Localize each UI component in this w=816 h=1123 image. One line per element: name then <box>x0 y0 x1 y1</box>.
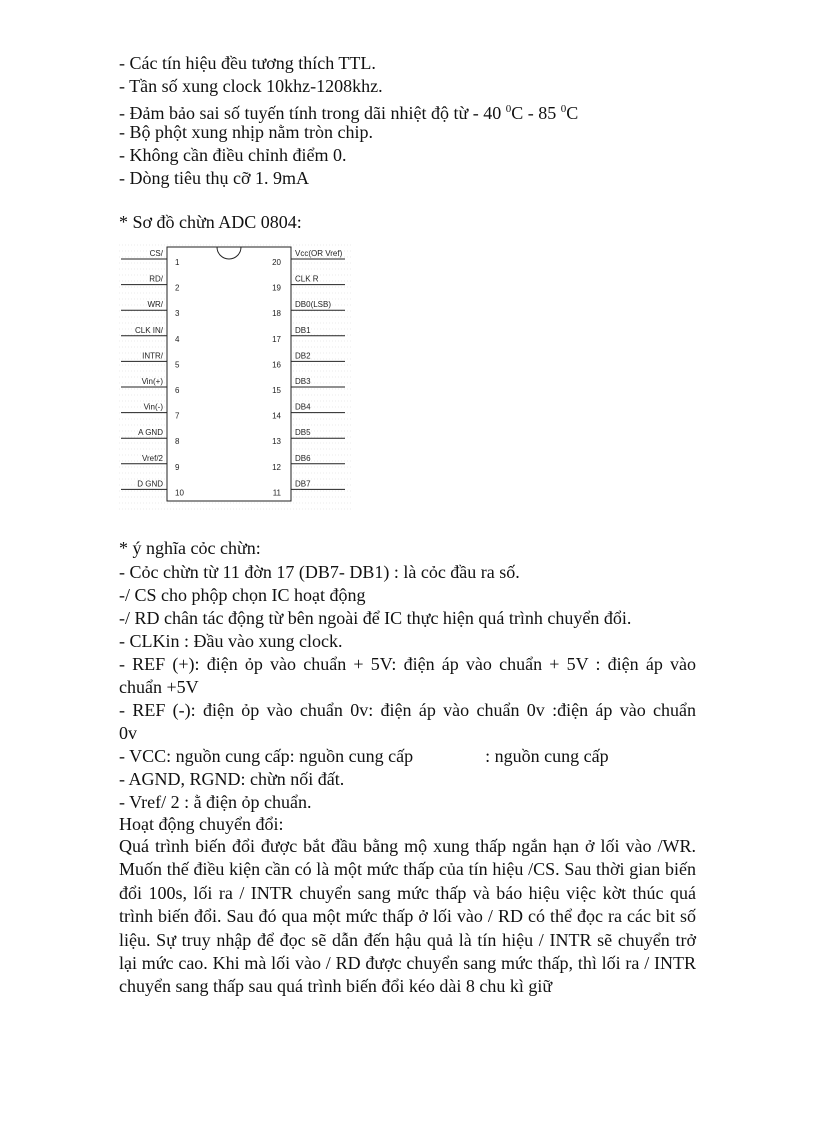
left-pin-number: 5 <box>175 360 180 370</box>
right-pin-number: 20 <box>272 258 281 267</box>
left-pin-label: CS/ <box>149 249 163 258</box>
meaning-vref2: - Vref/ 2 : ằ điện ỏp chuẩn. <box>119 792 312 812</box>
right-pin-number: 18 <box>272 309 281 319</box>
left-pin-label: Vin(+) <box>141 377 163 386</box>
left-pin-label: WR/ <box>147 300 163 310</box>
left-pin-number: 3 <box>175 309 180 319</box>
right-pin-label: DB0(LSB) <box>295 300 332 310</box>
left-pin-label: CLK IN/ <box>134 325 163 335</box>
right-pin-label: DB1 <box>295 325 311 335</box>
meaning-vcc: - VCC: nguồn cung cấp: nguồn cung cấp : nguồn cung cấp <box>119 746 609 766</box>
right-pin-number: 15 <box>272 386 281 395</box>
chip-svg <box>119 243 351 513</box>
right-pin-label: DB2 <box>295 351 311 361</box>
meaning-ref-minus: - REF (-): điện ỏp vào chuẩn 0v: điện áp vào chuẩn 0v :điện áp vào chuẩn <box>119 700 696 720</box>
left-pin-label: Vin(-) <box>143 402 163 412</box>
left-pin-number: 10 <box>175 488 184 498</box>
left-pin-number: 7 <box>175 411 180 421</box>
right-pin-label: DB4 <box>295 402 311 412</box>
left-pin-label: RD/ <box>149 274 163 284</box>
left-pin-label: A GND <box>138 428 163 438</box>
adc0804-pinout-diagram <box>119 243 351 513</box>
feature-oscillator: - Bộ phột xung nhịp nằm tròn chip. <box>119 122 373 142</box>
feature-clock: - Tần số xung clock 10khz-1208khz. <box>119 76 383 96</box>
meaning-cs: -/ CS cho phộp chọn IC hoạt động <box>119 585 366 605</box>
right-pin-label: DB7 <box>295 479 311 489</box>
meaning-clkin: - CLKin : Đầu vào xung clock. <box>119 631 343 651</box>
left-pin-number: 8 <box>175 437 180 447</box>
meaning-title: * ý nghĩa cỏc chừn: <box>119 538 261 558</box>
left-pin-number: 1 <box>175 258 180 267</box>
right-pin-label: DB6 <box>295 453 311 463</box>
diagram-title: * Sơ đồ chừn ADC 0804: <box>119 212 302 232</box>
left-pin-number: 9 <box>175 462 180 472</box>
right-pin-number: 11 <box>272 488 281 498</box>
feature-ttl: - Các tín hiệu đều tương thích TTL. <box>119 53 376 73</box>
right-pin-label: Vcc(OR Vref) <box>295 249 343 258</box>
right-pin-label: CLK R <box>295 274 319 284</box>
left-pin-number: 4 <box>175 334 180 344</box>
feature-linearity: - Đảm bảo sai số tuyến tính trong dãi nhiệt độ từ - 40 $^0$C - 85 $^0$C <box>119 103 579 123</box>
left-pin-number: 6 <box>175 386 180 395</box>
right-pin-number: 19 <box>272 283 281 293</box>
meaning-gnd: - AGND, RGND: chừn nối đất. <box>119 769 345 789</box>
right-pin-label: DB3 <box>295 377 311 386</box>
right-pin-number: 12 <box>272 462 281 472</box>
feature-current: - Dòng tiêu thụ cỡ 1. 9mA <box>119 168 309 188</box>
right-pin-number: 16 <box>272 360 281 370</box>
meaning-ref-plus-cont: chuẩn +5V <box>119 677 199 697</box>
meaning-ref-minus-cont: 0v <box>119 723 137 743</box>
right-pin-label: DB5 <box>295 428 311 438</box>
meaning-data-pins: - Cỏc chừn từ 11 đờn 17 (DB7- DB1) : là cỏc đầu ra số. <box>119 562 520 582</box>
meaning-ref-plus: - REF (+): điện ỏp vào chuẩn + 5V: điện áp vào chuẩn + 5V : điện áp vào <box>119 654 696 674</box>
right-pin-number: 17 <box>272 334 281 344</box>
left-pin-label: Vref/2 <box>141 453 163 463</box>
meaning-rd: -/ RD chân tác động từ bên ngoài để IC thực hiện quá trình chuyển đổi. <box>119 608 632 628</box>
right-pin-number: 14 <box>272 411 281 421</box>
right-pin-number: 13 <box>272 437 281 447</box>
left-pin-number: 2 <box>175 283 180 293</box>
left-pin-label: D GND <box>137 479 163 489</box>
feature-zero-adjust: - Không cần điều chỉnh điểm 0. <box>119 145 347 165</box>
operation-title: Hoạt động chuyển đổi: <box>119 814 284 834</box>
left-pin-label: INTR/ <box>142 351 163 361</box>
operation-paragraph: Quá trình biến đổi được bắt đầu bằng mộ xung thấp ngắn hạn ở lối vào /WR. Muốn thế điều kiện cần có là một mức thấp của tín hiệu /CS. Sau thời gian biến đổi 100s, lối ra / INTR chuyển sang mức thấp và báo hiệu việc kờt thúc quá trình biến đổi. Sau đó qua một mức thấp ở lối vào / RD có thể đọc ra các bit số liệu. Sự truy nhập để đọc sẽ dẫn đến hậu quả là tín hiệu / INTR sẽ chuyển trở lại mức cao. Khi mà lối vào / RD được chuyển sang mức thấp, thì lối ra / INTR chuyển sang thấp sau quá trình biến đổi kéo dài 8 chu kì giữ <box>119 836 696 997</box>
